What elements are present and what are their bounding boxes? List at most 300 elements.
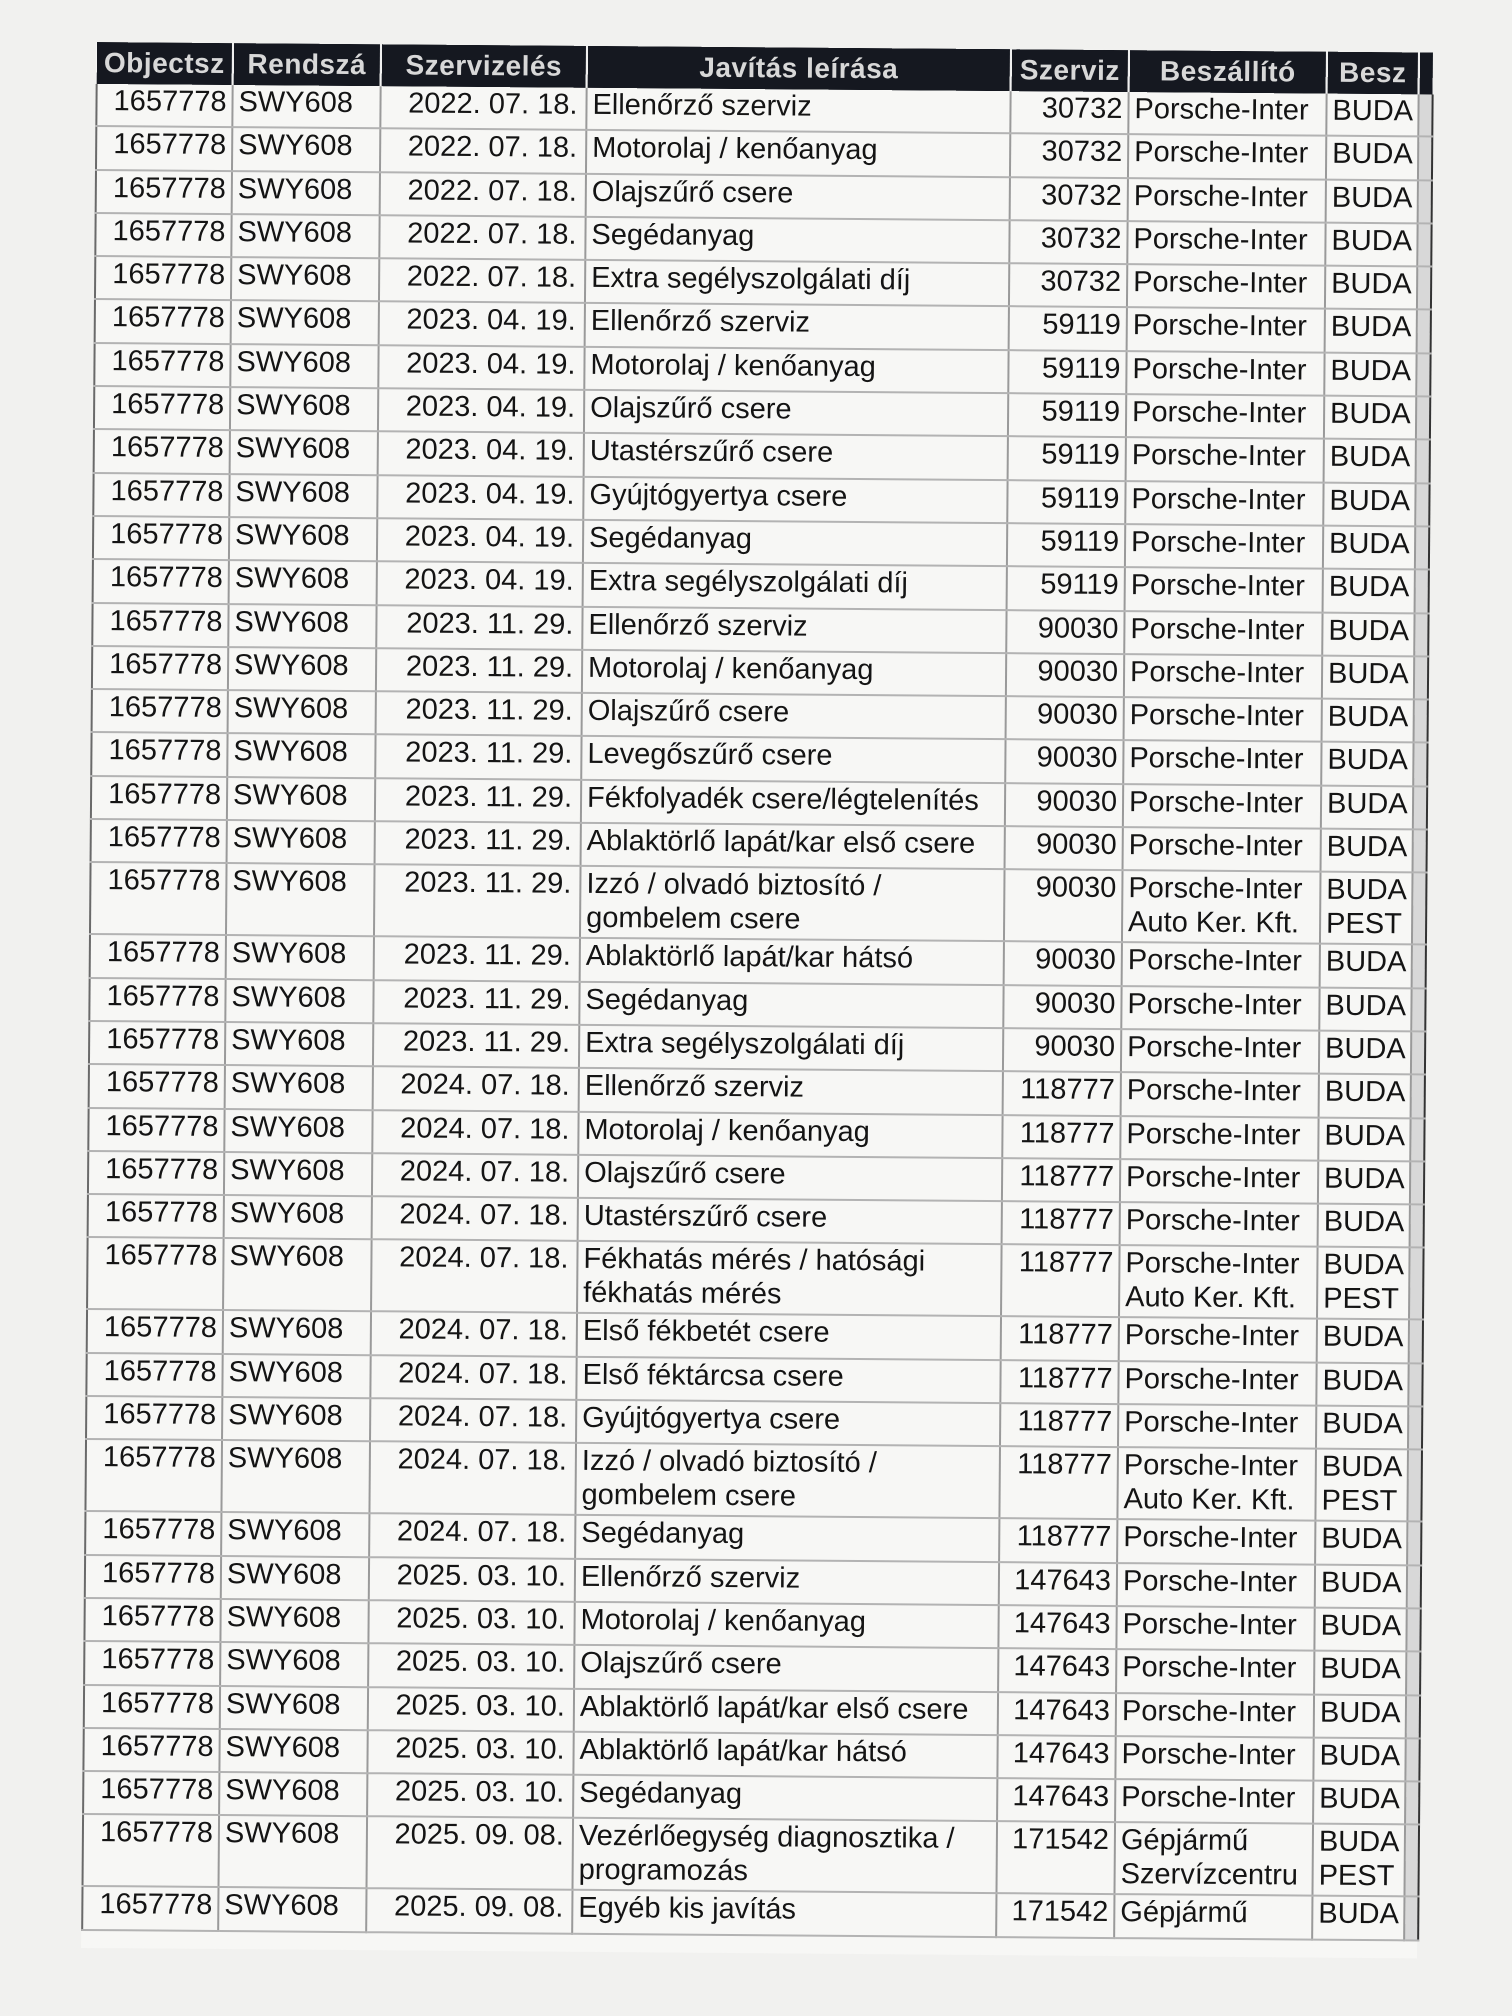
cell-service-km: 30732	[1010, 133, 1128, 177]
cell-object-id: 1657778	[85, 1511, 221, 1555]
cell-plate: SWY608	[230, 387, 378, 431]
cell-repair-description: Első féktárcsa csere	[576, 1357, 1000, 1404]
cell-supplier: Porsche-Inter	[1127, 221, 1325, 266]
cell-plate: SWY608	[222, 1397, 370, 1441]
row-edge	[1416, 353, 1430, 396]
header-service-km: Szerviz	[1011, 49, 1129, 92]
cell-supplier-location: BUDA	[1322, 699, 1414, 743]
cell-object-id: 1657778	[88, 1194, 224, 1238]
header-supplier: Beszállító	[1129, 50, 1327, 94]
cell-supplier: Porsche-Inter	[1128, 178, 1326, 223]
row-edge	[1415, 570, 1429, 613]
cell-service-date: 2022. 07. 18.	[379, 215, 585, 260]
cell-service-date: 2023. 11. 29.	[376, 691, 582, 736]
cell-object-id: 1657778	[83, 1814, 220, 1887]
cell-object-id: 1657778	[88, 1151, 224, 1195]
cell-repair-description: Olajszűrő csere	[574, 1645, 998, 1692]
printed-sheet	[81, 42, 1432, 1958]
cell-supplier: Porsche-Inter	[1120, 1116, 1318, 1161]
cell-service-date: 2023. 04. 19.	[378, 345, 584, 390]
cell-service-km: 147643	[998, 1605, 1116, 1649]
row-edge	[1406, 1652, 1420, 1695]
cell-object-id: 1657778	[85, 1439, 222, 1512]
cell-service-date: 2022. 07. 18.	[380, 129, 586, 174]
cell-plate: SWY608	[224, 1195, 372, 1239]
cell-plate: SWY608	[228, 604, 376, 648]
cell-service-date: 2024. 07. 18.	[369, 1442, 576, 1516]
cell-supplier-location: BUDA	[1321, 829, 1413, 873]
cell-repair-description: Extra segélyszolgálati díj	[579, 1025, 1003, 1072]
cell-repair-description: Fékfolyadék csere/légtelenítés	[581, 780, 1005, 827]
cell-supplier-location: BUDA	[1324, 439, 1416, 483]
cell-plate: SWY608	[231, 257, 379, 301]
cell-object-id: 1657778	[93, 473, 229, 517]
cell-plate: SWY608	[221, 1556, 369, 1600]
cell-supplier-location: BUDA	[1321, 785, 1413, 829]
cell-service-date: 2022. 07. 18.	[380, 172, 586, 217]
cell-supplier: Porsche-Inter	[1127, 264, 1325, 309]
cell-service-date: 2023. 04. 19.	[377, 561, 583, 606]
row-edge	[1413, 829, 1427, 872]
cell-repair-description: Izzó / olvadó biztosító / gombelem csere	[580, 866, 1005, 941]
cell-supplier-location: BUDA	[1326, 94, 1418, 137]
cell-plate: SWY608	[228, 647, 376, 691]
cell-repair-description: Izzó / olvadó biztosító / gombelem csere	[575, 1443, 1000, 1518]
cell-object-id: 1657778	[84, 1598, 220, 1642]
cell-service-date: 2025. 03. 10.	[368, 1687, 574, 1732]
row-edge	[1417, 223, 1431, 266]
cell-supplier-location: BUDA	[1320, 944, 1412, 988]
cell-object-id: 1657778	[88, 1108, 224, 1152]
row-edge	[1414, 700, 1428, 743]
row-edge	[1411, 1031, 1425, 1074]
cell-object-id: 1657778	[92, 689, 228, 733]
cell-service-km: 118777	[1000, 1360, 1118, 1404]
cell-plate: SWY608	[227, 820, 375, 864]
cell-service-km: 147643	[998, 1692, 1116, 1736]
cell-object-id: 1657778	[82, 1886, 218, 1930]
cell-supplier-location: BUDA	[1317, 1319, 1409, 1363]
cell-plate: SWY608	[218, 1887, 366, 1931]
cell-supplier: Porsche-Inter	[1125, 524, 1323, 569]
cell-service-km: 59119	[1007, 480, 1125, 524]
cell-object-id: 1657778	[87, 1237, 224, 1310]
cell-supplier-location: BUDA	[1316, 1362, 1408, 1406]
cell-supplier: Porsche-Inter	[1116, 1693, 1314, 1738]
cell-repair-description: Segédanyag	[583, 520, 1007, 567]
header-plate: Rendszá	[233, 43, 381, 86]
cell-supplier-location: BUDA	[1314, 1651, 1406, 1695]
cell-service-date: 2024. 07. 18.	[370, 1398, 576, 1443]
cell-service-date: 2024. 07. 18.	[372, 1196, 578, 1241]
cell-object-id: 1657778	[92, 646, 228, 690]
row-edge	[1410, 1204, 1424, 1247]
row-edge	[1418, 137, 1432, 180]
cell-repair-description: Motorolaj / kenőanyag	[578, 1111, 1002, 1158]
row-edge	[1415, 526, 1429, 569]
cell-service-km: 59119	[1009, 307, 1127, 351]
cell-repair-description: Olajszűrő csere	[586, 173, 1010, 220]
cell-service-km: 59119	[1008, 393, 1126, 437]
cell-service-km: 118777	[1002, 1115, 1120, 1159]
cell-supplier-location: BUDA	[1325, 266, 1417, 310]
cell-object-id: 1657778	[94, 386, 230, 430]
row-edge	[1405, 1738, 1419, 1781]
cell-supplier: Porsche-Inter	[1124, 697, 1322, 742]
cell-supplier: Porsche-Inter	[1115, 1736, 1313, 1781]
cell-repair-description: Ellenőrző szerviz	[586, 88, 1010, 134]
row-edge	[1410, 1161, 1424, 1204]
cell-object-id: 1657778	[87, 1309, 223, 1353]
cell-supplier-location: BUDA	[1314, 1694, 1406, 1738]
cell-service-km: 90030	[1005, 740, 1123, 784]
cell-plate: SWY608	[225, 1022, 373, 1066]
cell-plate: SWY608	[220, 1642, 368, 1686]
cell-plate: SWY608	[227, 734, 375, 778]
cell-service-km: 90030	[1006, 610, 1124, 654]
cell-service-date: 2023. 11. 29.	[375, 778, 581, 823]
cell-supplier-location: BUDA	[1319, 1031, 1411, 1075]
cell-plate: SWY608	[226, 935, 374, 979]
cell-supplier-location: BUDA	[1322, 656, 1414, 700]
cell-object-id: 1657778	[89, 1064, 225, 1108]
cell-repair-description: Motorolaj / kenőanyag	[582, 650, 1006, 697]
row-edge	[1412, 873, 1427, 945]
cell-service-km: 90030	[1004, 942, 1122, 986]
row-edge	[1411, 1075, 1425, 1118]
cell-supplier-location: BUDA	[1325, 223, 1417, 267]
cell-object-id: 1657778	[90, 934, 226, 978]
row-edge	[1406, 1695, 1420, 1738]
cell-repair-description: Segédanyag	[573, 1775, 997, 1822]
cell-service-km: 30732	[1010, 177, 1128, 221]
row-edge	[1406, 1608, 1420, 1651]
cell-object-id: 1657778	[90, 862, 227, 935]
header-repair-description: Javítás leírása	[587, 46, 1011, 91]
cell-service-km: 147643	[998, 1648, 1116, 1692]
cell-object-id: 1657778	[83, 1771, 219, 1815]
row-edge	[1418, 180, 1432, 223]
cell-plate: SWY608	[227, 777, 375, 821]
table-body	[82, 84, 1432, 1940]
cell-object-id: 1657778	[91, 819, 227, 863]
cell-supplier-location: BUDA	[1312, 1896, 1404, 1940]
cell-service-km: 30732	[1009, 263, 1127, 307]
cell-service-km: 147643	[997, 1778, 1115, 1822]
cell-service-date: 2023. 11. 29.	[375, 735, 581, 780]
table-row	[85, 1439, 1422, 1521]
cell-repair-description: Olajszűrő csere	[578, 1155, 1002, 1202]
cell-repair-description: Gyújtógyertya csere	[576, 1400, 1000, 1447]
cell-service-date: 2024. 07. 18.	[370, 1355, 576, 1400]
cell-object-id: 1657778	[96, 170, 232, 214]
cell-repair-description: Fékhatás mérés / hatósági fékhatás mérés	[577, 1241, 1002, 1316]
cell-supplier-location: BUDA	[1315, 1521, 1407, 1565]
header-object-id: Objectsz	[97, 42, 233, 85]
cell-repair-description: Olajszűrő csere	[584, 390, 1008, 437]
cell-object-id: 1657778	[94, 429, 230, 473]
cell-service-km: 171542	[996, 1894, 1114, 1938]
cell-repair-description: Ellenőrző szerviz	[575, 1558, 999, 1605]
cell-supplier: Porsche-Inter	[1123, 784, 1321, 829]
cell-service-km: 118777	[1003, 1071, 1121, 1115]
cell-supplier: Gépjármű	[1114, 1894, 1312, 1939]
cell-repair-description: Levegőszűrő csere	[581, 736, 1005, 783]
cell-supplier: Porsche-Inter	[1123, 741, 1321, 786]
cell-plate: SWY608	[222, 1354, 370, 1398]
cell-repair-description: Ablaktörlő lapát/kar hátsó	[580, 938, 1004, 985]
cell-plate: SWY608	[229, 517, 377, 561]
row-edge	[1415, 483, 1429, 526]
cell-service-date: 2023. 11. 29.	[373, 980, 579, 1025]
cell-supplier-location: BUDA	[1313, 1737, 1405, 1781]
cell-service-km: 90030	[1003, 985, 1121, 1029]
cell-supplier-location: BUDA	[1326, 136, 1418, 180]
cell-service-km: 59119	[1008, 437, 1126, 481]
cell-supplier-location: BUDA	[1326, 179, 1418, 223]
cell-supplier-location: BUDA	[1318, 1204, 1410, 1248]
table-row	[83, 1814, 1420, 1896]
cell-plate: SWY608	[230, 344, 378, 388]
cell-supplier-location: BUDA	[1318, 1160, 1410, 1204]
cell-supplier: Porsche-Inter	[1116, 1606, 1314, 1651]
row-edge	[1408, 1406, 1422, 1449]
cell-service-date: 2024. 07. 18.	[371, 1240, 578, 1314]
row-edge	[1408, 1363, 1422, 1406]
cell-supplier-location: BUDA	[1315, 1564, 1407, 1608]
cell-supplier: Porsche-Inter	[1125, 567, 1323, 612]
cell-service-date: 2023. 11. 29.	[375, 821, 581, 866]
cell-service-date: 2023. 04. 19.	[378, 432, 584, 477]
cell-object-id: 1657778	[96, 84, 232, 127]
cell-service-date: 2025. 03. 10.	[368, 1643, 574, 1688]
cell-plate: SWY608	[229, 560, 377, 604]
cell-service-km: 118777	[1001, 1245, 1120, 1318]
cell-supplier-location: BUDA	[1325, 309, 1417, 353]
cell-repair-description: Olajszűrő csere	[582, 693, 1006, 740]
row-edge	[1405, 1781, 1419, 1824]
cell-repair-description: Ellenőrző szerviz	[579, 1068, 1003, 1115]
cell-supplier: Porsche-Inter	[1121, 986, 1319, 1031]
cell-repair-description: Extra segélyszolgálati díj	[583, 563, 1007, 610]
cell-service-km: 147643	[999, 1562, 1117, 1606]
cell-repair-description: Segédanyag	[579, 981, 1003, 1028]
cell-plate: SWY608	[229, 474, 377, 518]
cell-repair-description: Motorolaj / kenőanyag	[586, 130, 1010, 177]
cell-supplier-location: BUDA	[1313, 1781, 1405, 1825]
cell-supplier: Porsche-Inter	[1120, 1202, 1318, 1247]
cell-repair-description: Egyéb kis javítás	[572, 1890, 996, 1937]
cell-repair-description: Ellenőrző szerviz	[585, 303, 1009, 350]
cell-service-date: 2025. 09. 08.	[366, 1889, 572, 1934]
cell-service-km: 118777	[999, 1446, 1118, 1519]
row-edge	[1409, 1248, 1424, 1320]
row-edge	[1418, 94, 1432, 136]
header-edge	[1419, 52, 1433, 94]
cell-supplier: Porsche-Inter	[1126, 437, 1324, 482]
cell-repair-description: Ablaktörlő lapát/kar első csere	[581, 823, 1005, 870]
cell-supplier: Porsche-Inter	[1117, 1519, 1315, 1564]
cell-plate: SWY608	[220, 1686, 368, 1730]
table-row	[87, 1237, 1424, 1319]
cell-service-km: 90030	[1006, 696, 1124, 740]
cell-object-id: 1657778	[89, 978, 225, 1022]
cell-object-id: 1657778	[93, 516, 229, 560]
cell-service-km: 90030	[1006, 653, 1124, 697]
cell-object-id: 1657778	[86, 1353, 222, 1397]
row-edge	[1417, 267, 1431, 310]
cell-supplier: Porsche-Inter	[1127, 308, 1325, 353]
cell-service-km: 90030	[1005, 783, 1123, 827]
row-edge	[1416, 396, 1430, 439]
cell-repair-description: Ablaktörlő lapát/kar első csere	[574, 1688, 998, 1735]
cell-service-km: 118777	[1000, 1403, 1118, 1447]
cell-supplier-location: BUDA	[1322, 612, 1414, 656]
cell-service-date: 2023. 04. 19.	[377, 518, 583, 563]
service-history-table	[81, 42, 1434, 1941]
cell-supplier: Gépjármű Szervízcentru	[1114, 1822, 1313, 1896]
cell-plate: SWY608	[224, 1109, 372, 1153]
cell-supplier-location: BUDA	[1323, 482, 1415, 526]
cell-service-km: 59119	[1008, 350, 1126, 394]
cell-supplier-location: BUDA	[1318, 1117, 1410, 1161]
cell-plate: SWY608	[225, 1065, 373, 1109]
cell-supplier-location: BUDA	[1314, 1608, 1406, 1652]
row-edge	[1412, 945, 1426, 988]
cell-service-km: 118777	[999, 1518, 1117, 1562]
cell-repair-description: Segédanyag	[575, 1515, 999, 1562]
cell-supplier-location: BUDA	[1319, 987, 1411, 1031]
cell-supplier-location: BUDA	[1321, 742, 1413, 786]
cell-plate: SWY608	[228, 690, 376, 734]
cell-supplier-location: BUDA	[1319, 1074, 1411, 1118]
cell-supplier-location: BUDA	[1323, 526, 1415, 570]
cell-service-date: 2023. 11. 29.	[374, 865, 581, 939]
cell-service-date: 2023. 11. 29.	[376, 648, 582, 693]
cell-service-date: 2023. 11. 29.	[376, 605, 582, 650]
cell-repair-description: Utastérszűrő csere	[578, 1198, 1002, 1245]
cell-supplier-location: BUDA	[1316, 1406, 1408, 1450]
cell-repair-description: Segédanyag	[585, 217, 1009, 264]
cell-service-km: 171542	[996, 1822, 1115, 1895]
cell-repair-description: Ellenőrző szerviz	[582, 606, 1006, 653]
cell-plate: SWY608	[219, 1815, 368, 1888]
cell-supplier: Porsche-Inter	[1122, 942, 1320, 987]
cell-object-id: 1657778	[95, 299, 231, 343]
cell-supplier: Porsche-Inter	[1124, 654, 1322, 699]
cell-service-km: 147643	[997, 1735, 1115, 1779]
cell-plate: SWY608	[225, 979, 373, 1023]
cell-repair-description: Motorolaj / kenőanyag	[574, 1602, 998, 1649]
cell-plate: SWY608	[224, 1152, 372, 1196]
cell-object-id: 1657778	[93, 559, 229, 603]
cell-supplier: Porsche-Inter	[1115, 1779, 1313, 1824]
cell-plate: SWY608	[232, 171, 380, 215]
cell-object-id: 1657778	[92, 603, 228, 647]
cell-service-date: 2024. 07. 18.	[369, 1514, 575, 1559]
cell-service-date: 2023. 11. 29.	[373, 1023, 579, 1068]
cell-plate: SWY608	[232, 127, 380, 171]
cell-service-date: 2022. 07. 18.	[380, 86, 586, 130]
cell-supplier: Porsche-Inter	[1118, 1404, 1316, 1449]
header-service-date: Szervizelés	[381, 44, 587, 88]
cell-supplier: Porsche-Inter	[1116, 1649, 1314, 1694]
cell-object-id: 1657778	[86, 1396, 222, 1440]
cell-plate: SWY608	[231, 301, 379, 345]
cell-plate: SWY608	[223, 1238, 372, 1311]
cell-service-km: 90030	[1005, 826, 1123, 870]
row-edge	[1407, 1565, 1421, 1608]
cell-supplier: Porsche-Inter	[1128, 134, 1326, 179]
row-edge	[1413, 786, 1427, 829]
cell-service-km: 118777	[1002, 1158, 1120, 1202]
cell-supplier-location: BUDA PEST	[1317, 1247, 1410, 1320]
cell-service-km: 30732	[1010, 91, 1128, 134]
cell-service-date: 2024. 07. 18.	[372, 1110, 578, 1155]
cell-supplier: Porsche-Inter Auto Ker. Kft.	[1119, 1245, 1318, 1319]
cell-supplier-location: BUDA PEST	[1320, 872, 1413, 945]
row-edge	[1411, 988, 1425, 1031]
cell-supplier-location: BUDA	[1324, 352, 1416, 396]
cell-supplier: Porsche-Inter	[1123, 827, 1321, 872]
cell-repair-description: Gyújtógyertya csere	[583, 477, 1007, 524]
row-edge	[1417, 310, 1431, 353]
cell-supplier: Porsche-Inter	[1125, 481, 1323, 526]
cell-service-date: 2023. 04. 19.	[377, 475, 583, 520]
row-edge	[1404, 1825, 1419, 1897]
cell-supplier: Porsche-Inter	[1126, 351, 1324, 396]
cell-service-date: 2023. 04. 19.	[378, 388, 584, 433]
cell-service-km: 90030	[1004, 870, 1123, 943]
cell-supplier: Porsche-Inter	[1118, 1361, 1316, 1406]
table-row	[90, 862, 1427, 944]
cell-service-date: 2024. 07. 18.	[371, 1312, 577, 1357]
cell-repair-description: Ablaktörlő lapát/kar hátsó	[573, 1732, 997, 1779]
cell-service-km: 118777	[1001, 1317, 1119, 1361]
cell-plate: SWY608	[221, 1512, 369, 1556]
cell-service-date: 2024. 07. 18.	[372, 1153, 578, 1198]
cell-repair-description: Extra segélyszolgálati díj	[585, 260, 1009, 307]
cell-supplier-location: BUDA PEST	[1312, 1824, 1405, 1897]
cell-service-date: 2023. 11. 29.	[374, 937, 580, 982]
cell-supplier: Porsche-Inter	[1117, 1563, 1315, 1608]
cell-supplier-location: BUDA PEST	[1315, 1449, 1408, 1522]
cell-object-id: 1657778	[95, 256, 231, 300]
cell-object-id: 1657778	[89, 1021, 225, 1065]
cell-supplier-location: BUDA	[1324, 396, 1416, 440]
cell-plate: SWY608	[223, 1310, 371, 1354]
cell-object-id: 1657778	[91, 776, 227, 820]
cell-service-km: 30732	[1009, 220, 1127, 264]
cell-object-id: 1657778	[95, 213, 231, 257]
cell-repair-description: Motorolaj / kenőanyag	[584, 347, 1008, 394]
cell-plate: SWY608	[219, 1729, 367, 1773]
cell-repair-description: Vezérlőegység diagnosztika / programozás	[572, 1818, 997, 1893]
row-edge	[1410, 1118, 1424, 1161]
row-edge	[1413, 743, 1427, 786]
cell-supplier: Porsche-Inter	[1121, 1072, 1319, 1117]
cell-plate: SWY608	[220, 1599, 368, 1643]
cell-supplier: Porsche-Inter	[1126, 394, 1324, 439]
cell-repair-description: Utastérszűrő csere	[584, 433, 1008, 480]
cell-object-id: 1657778	[84, 1641, 220, 1685]
row-edge	[1416, 440, 1430, 483]
cell-object-id: 1657778	[91, 732, 227, 776]
cell-service-date: 2025. 03. 10.	[367, 1773, 573, 1818]
table-row	[82, 1886, 1418, 1940]
cell-object-id: 1657778	[83, 1728, 219, 1772]
cell-service-date: 2025. 09. 08.	[367, 1817, 574, 1891]
